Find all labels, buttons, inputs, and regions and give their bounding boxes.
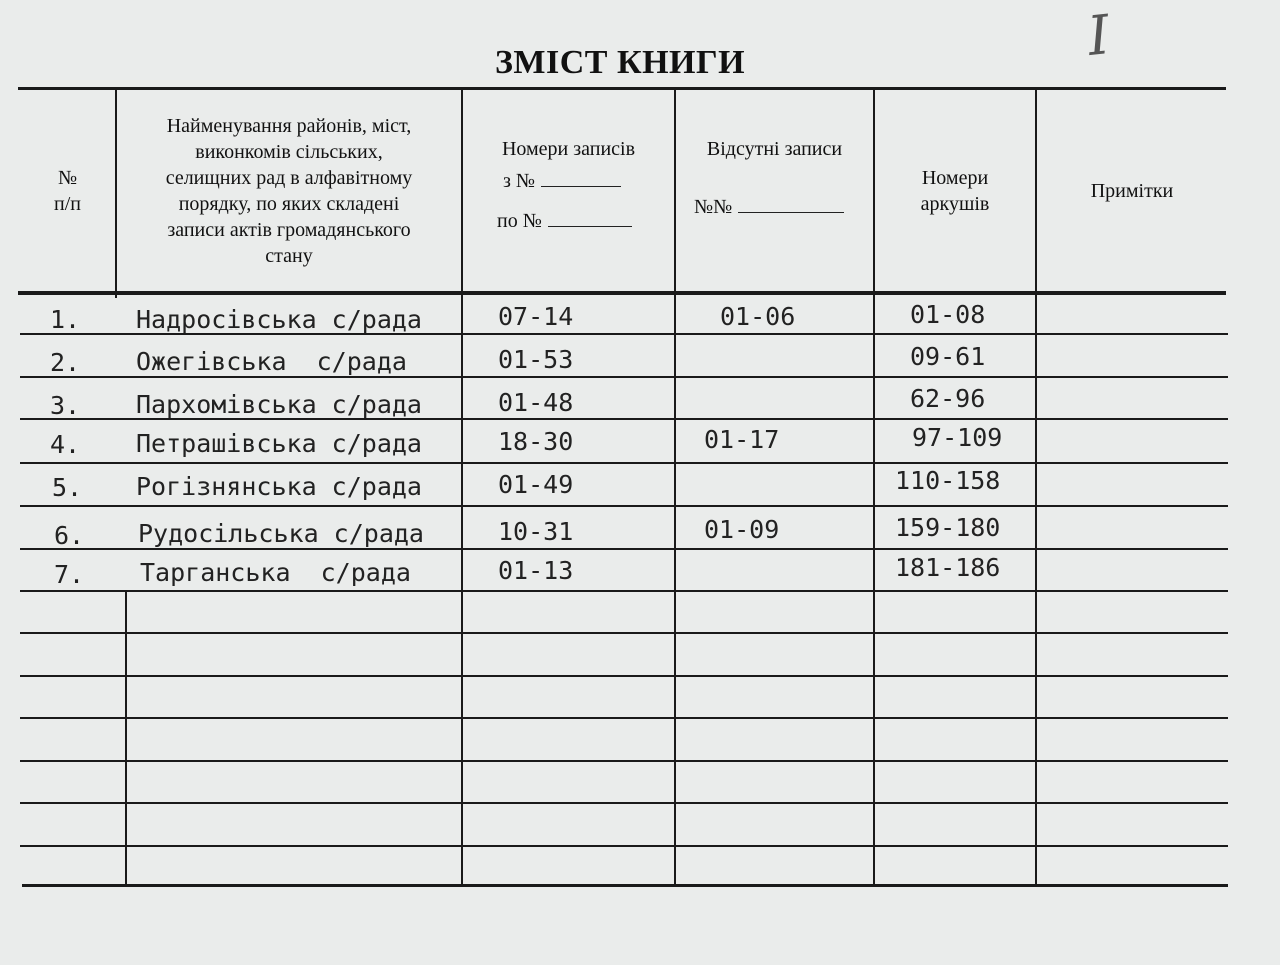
row-number: 5.	[52, 473, 83, 502]
header-records-from	[503, 168, 621, 193]
row-council-name: Тарганська с/рада	[140, 558, 411, 587]
row-number: 2.	[50, 348, 81, 377]
header-missing-nos	[694, 194, 844, 219]
row-rule	[20, 802, 1228, 804]
handwritten-page-mark: I	[1084, 3, 1113, 68]
row-council-name: Петрашівська с/рада	[136, 429, 422, 458]
row-sheets: 97-109	[912, 423, 1003, 452]
row-council-name: Рудосільська с/рада	[138, 519, 424, 548]
header-records-label: Номери записів	[501, 138, 636, 160]
row-missing: 01-09	[704, 515, 780, 544]
row-number: 4.	[50, 430, 81, 459]
row-records: 01-49	[498, 470, 574, 499]
row-rule	[20, 632, 1228, 634]
row-rule	[20, 845, 1228, 847]
row-sheets: 62-96	[910, 384, 986, 413]
row-sheets: 09-61	[910, 342, 986, 371]
row-records: 10-31	[498, 517, 574, 546]
row-records: 07-14	[498, 302, 574, 331]
header-number: № п/п	[54, 167, 81, 215]
row-number: 6.	[54, 521, 85, 550]
header-sheets: Номери аркушів	[920, 167, 990, 215]
missing-nos-blank	[738, 194, 844, 213]
missing-nos-label: №№	[694, 196, 733, 218]
records-from-label: з №	[503, 170, 535, 192]
row-rule	[20, 505, 1228, 507]
row-records: 01-13	[498, 556, 574, 585]
table-top-rule	[18, 87, 1226, 90]
row-number: 7.	[54, 560, 85, 589]
row-rule	[20, 717, 1228, 719]
row-number: 1.	[50, 305, 81, 334]
row-rule	[20, 462, 1228, 464]
row-records: 01-48	[498, 388, 574, 417]
row-rule	[20, 590, 1228, 592]
records-to-blank	[548, 208, 632, 227]
row-sheets: 110-158	[895, 466, 1001, 495]
header-notes: Примітки	[1090, 180, 1174, 202]
header-records-to	[497, 208, 632, 233]
row-rule	[20, 675, 1228, 677]
header-name: Найменування районів, міст, виконкомів сільських, селищних рад в алфавітному порядку, по яких складені записи актів громадянського стану	[165, 115, 413, 267]
header-missing-label: Відсутні записи	[706, 138, 843, 160]
header-missing	[676, 92, 873, 290]
row-council-name: Рогізнянська с/рада	[136, 472, 422, 501]
row-sheets: 159-180	[895, 513, 1001, 542]
row-council-name: Ожегівська с/рада	[136, 347, 407, 376]
header-records	[463, 92, 674, 290]
row-sheets: 01-08	[910, 300, 986, 329]
row-number: 3.	[50, 391, 81, 420]
row-missing: 01-06	[720, 302, 796, 331]
records-to-label: по №	[497, 210, 542, 232]
row-records: 18-30	[498, 427, 574, 456]
row-sheets: 181-186	[895, 553, 1001, 582]
records-from-blank	[541, 168, 621, 187]
row-records: 01-53	[498, 345, 574, 374]
row-council-name: Пархомівська с/рада	[136, 390, 422, 419]
table-bottom-rule	[22, 884, 1228, 887]
page-title: ЗМІСТ КНИГИ	[494, 44, 746, 81]
row-missing: 01-17	[704, 425, 780, 454]
column-divider	[125, 590, 127, 886]
header-bottom-rule	[18, 291, 1226, 295]
row-rule	[20, 760, 1228, 762]
row-council-name: Надросівська с/рада	[136, 305, 422, 334]
